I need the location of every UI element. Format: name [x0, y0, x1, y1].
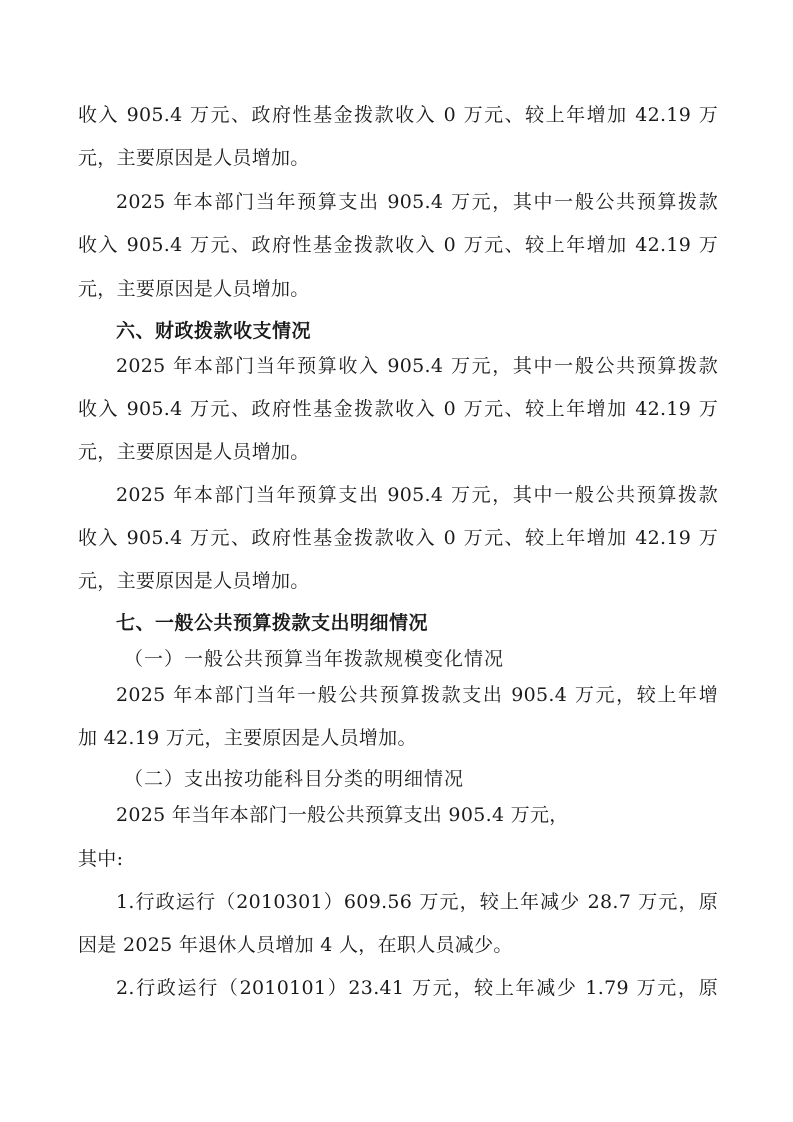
paragraph-line: 元，主要原因是人员增加。 — [78, 570, 310, 592]
paragraph-line: 2025 年本部门当年预算支出 905.4 万元，其中一般公共预算拨款 — [116, 191, 718, 213]
paragraph-line: 2025 年本部门当年预算收入 905.4 万元，其中一般公共预算拨款 — [116, 355, 718, 377]
paragraph-line: 元，主要原因是人员增加。 — [78, 147, 310, 169]
paragraph-line: 其中: — [78, 848, 124, 870]
paragraph-line: 加 42.19 万元，主要原因是人员增加。 — [78, 727, 417, 749]
paragraph-line: 收入 905.4 万元、政府性基金拨款收入 0 万元、较上年增加 42.19 万 — [78, 527, 718, 549]
paragraph-line: 元，主要原因是人员增加。 — [78, 441, 310, 463]
subsection-heading: （二）支出按功能科目分类的明细情况 — [124, 768, 465, 790]
paragraph-line: 2025 年当年本部门一般公共预算支出 905.4 万元， — [116, 804, 569, 826]
section-heading: 六、财政拨款收支情况 — [116, 320, 312, 342]
paragraph-line: 2025 年本部门当年一般公共预算拨款支出 905.4 万元，较上年增 — [116, 684, 718, 706]
section-heading: 七、一般公共预算拨款支出明细情况 — [116, 612, 429, 634]
paragraph-line: 2025 年本部门当年预算支出 905.4 万元，其中一般公共预算拨款 — [116, 484, 718, 506]
paragraph-line: 元，主要原因是人员增加。 — [78, 278, 310, 300]
subsection-heading: （一）一般公共预算当年拨款规模变化情况 — [124, 648, 505, 670]
paragraph-line: 收入 905.4 万元、政府性基金拨款收入 0 万元、较上年增加 42.19 万 — [78, 398, 718, 420]
paragraph-line: 收入 905.4 万元、政府性基金拨款收入 0 万元、较上年增加 42.19 万 — [78, 104, 718, 126]
paragraph-line: 收入 905.4 万元、政府性基金拨款收入 0 万元、较上年增加 42.19 万 — [78, 234, 718, 256]
paragraph-line: 1.行政运行（2010301）609.56 万元，较上年减少 28.7 万元，原 — [116, 891, 718, 913]
paragraph-line: 因是 2025 年退休人员增加 4 人，在职人员减少。 — [78, 934, 513, 956]
paragraph-line: 2.行政运行（2010101）23.41 万元，较上年减少 1.79 万元，原 — [116, 977, 718, 999]
